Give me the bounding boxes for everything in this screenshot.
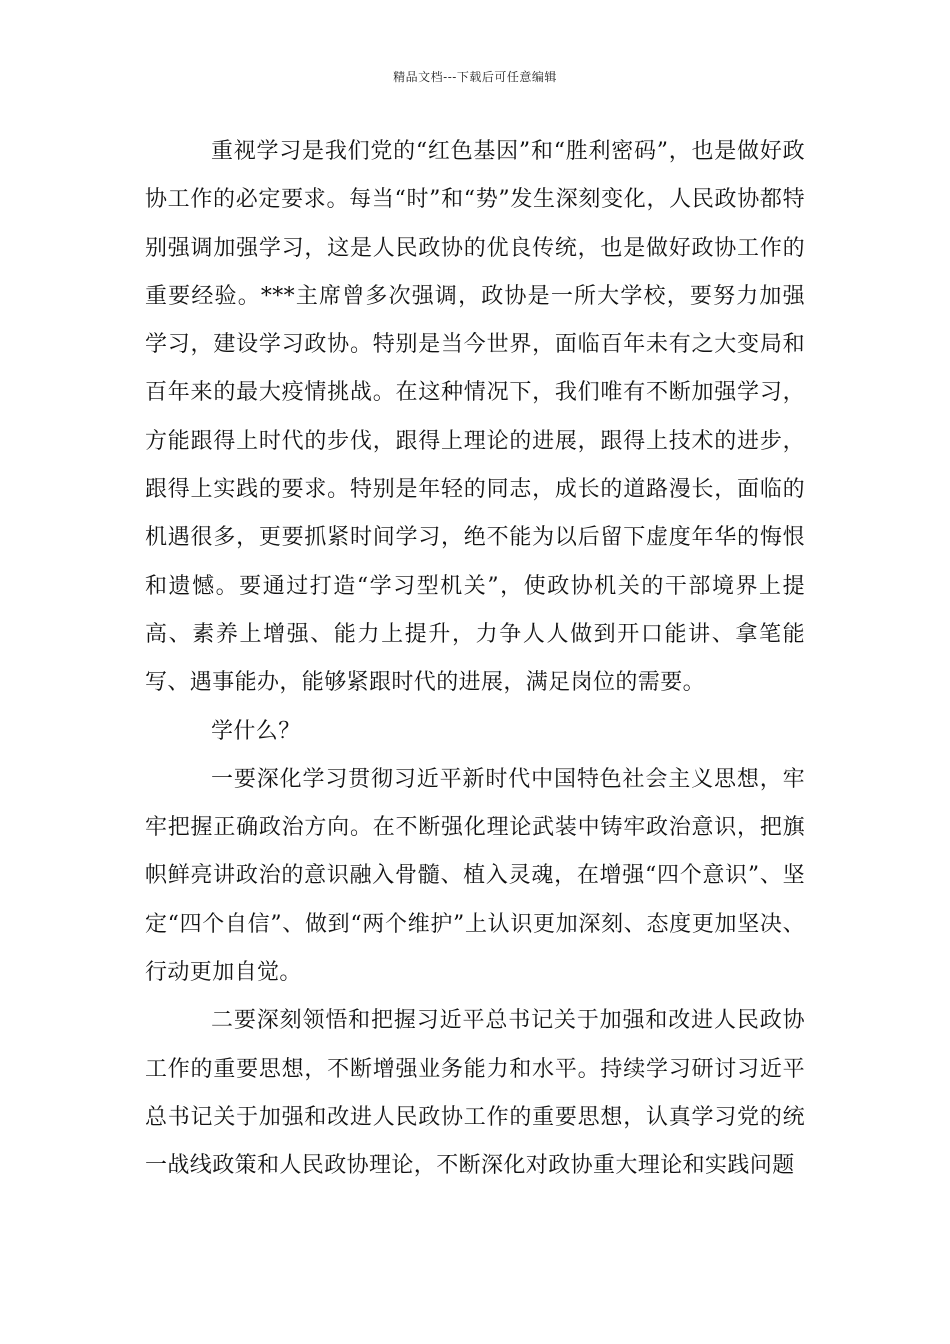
page-header: 精品文档---下载后可任意编辑	[393, 70, 557, 84]
paragraph-3: 一要深化学习贯彻习近平新时代中国特色社会主义思想，牢牢把握正确政治方向。在不断强化理论武装中铸牢政治意识，把旗帜鲜亮讲政治的意识融入骨髓、植入灵魂，在增强“四个意识”、坚定“四个自信”、做到“两个维护”上认识更加深刻、态度更加坚决、行动更加自觉。	[145, 766, 805, 986]
paragraph-2: 学什么？	[211, 718, 301, 744]
document-body	[145, 128, 805, 1191]
paragraph-4: 二要深刻领悟和把握习近平总书记关于加强和改进人民政协工作的重要思想，不断增强业务能力和水平。持续学习研讨习近平总书记关于加强和改进人民政协工作的重要思想，认真学习党的统一战线政策和人民政协理论，不断深化对政协重大理论和实践问题	[145, 1008, 805, 1179]
paragraph-1: 重视学习是我们党的“红色基因”和“胜利密码”，也是做好政协工作的必定要求。每当“时”和“势”发生深刻变化，人民政协都特别强调加强学习，这是人民政协的优良传统，也是做好政协工作的重要经验。***主席曾多次强调，政协是一所大学校，要努力加强学习，建设学习政协。特别是当今世界，面临百年未有之大变局和百年来的最大疫情挑战。在这种情况下，我们唯有不断加强学习，方能跟得上时代的步伐，跟得上理论的进展，跟得上技术的进步，跟得上实践的要求。特别是年轻的同志，成长的道路漫长，面临的机遇很多，更要抓紧时间学习，绝不能为以后留下虚度年华的悔恨和遗憾。要通过打造“学习型机关”，使政协机关的干部境界上提高、素养上增强、能力上提升，力争人人做到开口能讲、拿笔能写、遇事能办，能够紧跟时代的进展，满足岗位的需要。	[145, 139, 805, 696]
